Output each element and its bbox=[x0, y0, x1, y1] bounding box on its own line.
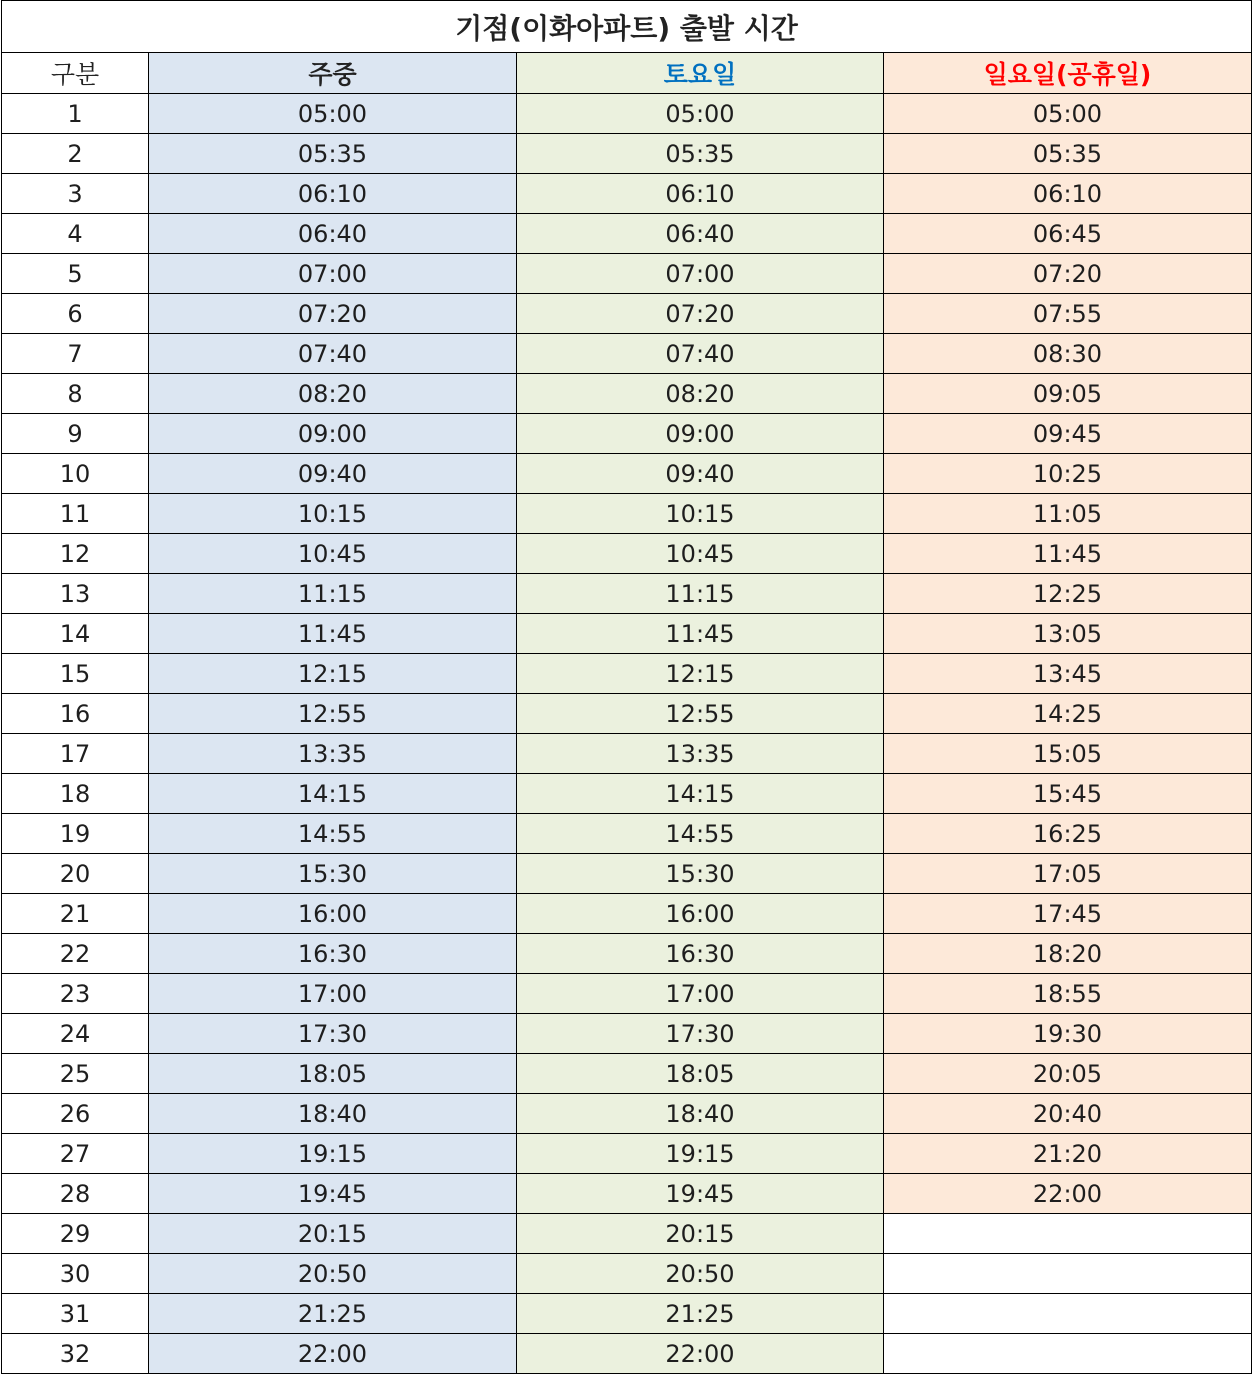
weekday-time-cell: 09:40 bbox=[149, 454, 517, 494]
table-row bbox=[2, 1134, 1252, 1174]
weekday-time-cell: 20:15 bbox=[149, 1214, 517, 1254]
saturday-time-cell: 07:20 bbox=[517, 294, 884, 334]
weekday-time-cell: 18:05 bbox=[149, 1054, 517, 1094]
header-weekday: 주중 bbox=[149, 53, 517, 94]
row-number-cell: 20 bbox=[2, 854, 149, 894]
row-number-cell: 14 bbox=[2, 614, 149, 654]
sunday-time-cell: 20:05 bbox=[884, 1054, 1252, 1094]
sunday-time-cell: 07:55 bbox=[884, 294, 1252, 334]
sunday-time-cell: 17:05 bbox=[884, 854, 1252, 894]
table-row bbox=[2, 254, 1252, 294]
saturday-time-cell: 12:15 bbox=[517, 654, 884, 694]
weekday-time-cell: 09:00 bbox=[149, 414, 517, 454]
row-number-cell: 3 bbox=[2, 174, 149, 214]
table-row bbox=[2, 614, 1252, 654]
table-row bbox=[2, 1214, 1252, 1254]
saturday-time-cell: 06:40 bbox=[517, 214, 884, 254]
table-row bbox=[2, 214, 1252, 254]
saturday-time-cell: 05:35 bbox=[517, 134, 884, 174]
sunday-time-cell: 20:40 bbox=[884, 1094, 1252, 1134]
weekday-time-cell: 16:00 bbox=[149, 894, 517, 934]
sunday-time-cell bbox=[884, 1254, 1252, 1294]
table-row bbox=[2, 1014, 1252, 1054]
sunday-time-cell: 22:00 bbox=[884, 1174, 1252, 1214]
weekday-time-cell: 17:30 bbox=[149, 1014, 517, 1054]
sunday-time-cell: 18:20 bbox=[884, 934, 1252, 974]
table-row bbox=[2, 334, 1252, 374]
row-number-cell: 15 bbox=[2, 654, 149, 694]
weekday-time-cell: 07:40 bbox=[149, 334, 517, 374]
row-number-cell: 31 bbox=[2, 1294, 149, 1334]
weekday-time-cell: 13:35 bbox=[149, 734, 517, 774]
weekday-time-cell: 06:40 bbox=[149, 214, 517, 254]
weekday-time-cell: 10:45 bbox=[149, 534, 517, 574]
row-number-cell: 11 bbox=[2, 494, 149, 534]
table-row bbox=[2, 374, 1252, 414]
weekday-time-cell: 06:10 bbox=[149, 174, 517, 214]
row-number-cell: 6 bbox=[2, 294, 149, 334]
table-row bbox=[2, 974, 1252, 1014]
header-saturday: 토요일 bbox=[517, 53, 884, 94]
sunday-time-cell: 05:35 bbox=[884, 134, 1252, 174]
table-row bbox=[2, 534, 1252, 574]
saturday-time-cell: 21:25 bbox=[517, 1294, 884, 1334]
table-row bbox=[2, 294, 1252, 334]
row-number-cell: 22 bbox=[2, 934, 149, 974]
weekday-time-cell: 14:55 bbox=[149, 814, 517, 854]
weekday-time-cell: 12:15 bbox=[149, 654, 517, 694]
weekday-time-cell: 07:20 bbox=[149, 294, 517, 334]
row-number-cell: 10 bbox=[2, 454, 149, 494]
table-row bbox=[2, 94, 1252, 134]
row-number-cell: 25 bbox=[2, 1054, 149, 1094]
table-row bbox=[2, 734, 1252, 774]
saturday-time-cell: 09:40 bbox=[517, 454, 884, 494]
saturday-time-cell: 17:00 bbox=[517, 974, 884, 1014]
saturday-time-cell: 09:00 bbox=[517, 414, 884, 454]
saturday-time-cell: 20:50 bbox=[517, 1254, 884, 1294]
sunday-time-cell: 18:55 bbox=[884, 974, 1252, 1014]
saturday-time-cell: 14:55 bbox=[517, 814, 884, 854]
row-number-cell: 19 bbox=[2, 814, 149, 854]
sunday-time-cell: 17:45 bbox=[884, 894, 1252, 934]
sunday-time-cell: 07:20 bbox=[884, 254, 1252, 294]
row-number-cell: 18 bbox=[2, 774, 149, 814]
saturday-time-cell: 10:45 bbox=[517, 534, 884, 574]
table-row bbox=[2, 854, 1252, 894]
weekday-time-cell: 10:15 bbox=[149, 494, 517, 534]
sunday-time-cell: 06:45 bbox=[884, 214, 1252, 254]
sunday-time-cell: 16:25 bbox=[884, 814, 1252, 854]
table-row bbox=[2, 1054, 1252, 1094]
sunday-time-cell: 06:10 bbox=[884, 174, 1252, 214]
row-number-cell: 28 bbox=[2, 1174, 149, 1214]
saturday-time-cell: 07:40 bbox=[517, 334, 884, 374]
weekday-time-cell: 05:00 bbox=[149, 94, 517, 134]
table-row bbox=[2, 574, 1252, 614]
saturday-time-cell: 13:35 bbox=[517, 734, 884, 774]
weekday-time-cell: 19:45 bbox=[149, 1174, 517, 1214]
header-num: 구분 bbox=[2, 53, 149, 94]
weekday-time-cell: 14:15 bbox=[149, 774, 517, 814]
sunday-time-cell: 13:45 bbox=[884, 654, 1252, 694]
sunday-time-cell: 15:05 bbox=[884, 734, 1252, 774]
table-row bbox=[2, 134, 1252, 174]
saturday-time-cell: 22:00 bbox=[517, 1334, 884, 1374]
saturday-time-cell: 05:00 bbox=[517, 94, 884, 134]
table-title: 기점(이화아파트) 출발 시간 bbox=[2, 1, 1252, 53]
saturday-time-cell: 07:00 bbox=[517, 254, 884, 294]
row-number-cell: 27 bbox=[2, 1134, 149, 1174]
sunday-time-cell: 14:25 bbox=[884, 694, 1252, 734]
row-number-cell: 13 bbox=[2, 574, 149, 614]
table-row bbox=[2, 694, 1252, 734]
table-row bbox=[2, 1334, 1252, 1374]
table-row bbox=[2, 1094, 1252, 1134]
table-row bbox=[2, 934, 1252, 974]
table-row bbox=[2, 494, 1252, 534]
table-row bbox=[2, 654, 1252, 694]
weekday-time-cell: 16:30 bbox=[149, 934, 517, 974]
weekday-time-cell: 08:20 bbox=[149, 374, 517, 414]
row-number-cell: 17 bbox=[2, 734, 149, 774]
sunday-time-cell: 08:30 bbox=[884, 334, 1252, 374]
weekday-time-cell: 11:15 bbox=[149, 574, 517, 614]
saturday-time-cell: 08:20 bbox=[517, 374, 884, 414]
table-row bbox=[2, 454, 1252, 494]
table-row bbox=[2, 1294, 1252, 1334]
timetable bbox=[1, 0, 1252, 1374]
weekday-time-cell: 15:30 bbox=[149, 854, 517, 894]
sunday-time-cell bbox=[884, 1294, 1252, 1334]
table-row bbox=[2, 174, 1252, 214]
sunday-time-cell: 09:05 bbox=[884, 374, 1252, 414]
weekday-time-cell: 20:50 bbox=[149, 1254, 517, 1294]
saturday-time-cell: 16:30 bbox=[517, 934, 884, 974]
weekday-time-cell: 12:55 bbox=[149, 694, 517, 734]
saturday-time-cell: 11:15 bbox=[517, 574, 884, 614]
table-row bbox=[2, 1174, 1252, 1214]
weekday-time-cell: 17:00 bbox=[149, 974, 517, 1014]
sunday-time-cell bbox=[884, 1214, 1252, 1254]
header-sunday: 일요일(공휴일) bbox=[884, 53, 1252, 94]
row-number-cell: 8 bbox=[2, 374, 149, 414]
title-row bbox=[2, 1, 1252, 53]
weekday-time-cell: 19:15 bbox=[149, 1134, 517, 1174]
weekday-time-cell: 21:25 bbox=[149, 1294, 517, 1334]
timetable-body bbox=[2, 94, 1252, 1374]
sunday-time-cell: 09:45 bbox=[884, 414, 1252, 454]
saturday-time-cell: 18:40 bbox=[517, 1094, 884, 1134]
weekday-time-cell: 11:45 bbox=[149, 614, 517, 654]
row-number-cell: 26 bbox=[2, 1094, 149, 1134]
row-number-cell: 21 bbox=[2, 894, 149, 934]
sunday-time-cell: 15:45 bbox=[884, 774, 1252, 814]
row-number-cell: 16 bbox=[2, 694, 149, 734]
saturday-time-cell: 06:10 bbox=[517, 174, 884, 214]
row-number-cell: 2 bbox=[2, 134, 149, 174]
saturday-time-cell: 10:15 bbox=[517, 494, 884, 534]
saturday-time-cell: 16:00 bbox=[517, 894, 884, 934]
saturday-time-cell: 18:05 bbox=[517, 1054, 884, 1094]
header-row bbox=[2, 53, 1252, 94]
row-number-cell: 29 bbox=[2, 1214, 149, 1254]
saturday-time-cell: 15:30 bbox=[517, 854, 884, 894]
sunday-time-cell: 11:45 bbox=[884, 534, 1252, 574]
weekday-time-cell: 18:40 bbox=[149, 1094, 517, 1134]
table-row bbox=[2, 814, 1252, 854]
saturday-time-cell: 17:30 bbox=[517, 1014, 884, 1054]
row-number-cell: 7 bbox=[2, 334, 149, 374]
sunday-time-cell bbox=[884, 1334, 1252, 1374]
table-row bbox=[2, 894, 1252, 934]
sunday-time-cell: 10:25 bbox=[884, 454, 1252, 494]
weekday-time-cell: 05:35 bbox=[149, 134, 517, 174]
sunday-time-cell: 19:30 bbox=[884, 1014, 1252, 1054]
saturday-time-cell: 12:55 bbox=[517, 694, 884, 734]
saturday-time-cell: 20:15 bbox=[517, 1214, 884, 1254]
sunday-time-cell: 05:00 bbox=[884, 94, 1252, 134]
sunday-time-cell: 13:05 bbox=[884, 614, 1252, 654]
table-row bbox=[2, 1254, 1252, 1294]
table-row bbox=[2, 414, 1252, 454]
table-row bbox=[2, 774, 1252, 814]
weekday-time-cell: 07:00 bbox=[149, 254, 517, 294]
row-number-cell: 4 bbox=[2, 214, 149, 254]
row-number-cell: 23 bbox=[2, 974, 149, 1014]
row-number-cell: 32 bbox=[2, 1334, 149, 1374]
saturday-time-cell: 19:15 bbox=[517, 1134, 884, 1174]
sunday-time-cell: 11:05 bbox=[884, 494, 1252, 534]
row-number-cell: 24 bbox=[2, 1014, 149, 1054]
row-number-cell: 9 bbox=[2, 414, 149, 454]
row-number-cell: 12 bbox=[2, 534, 149, 574]
saturday-time-cell: 11:45 bbox=[517, 614, 884, 654]
row-number-cell: 5 bbox=[2, 254, 149, 294]
weekday-time-cell: 22:00 bbox=[149, 1334, 517, 1374]
row-number-cell: 30 bbox=[2, 1254, 149, 1294]
row-number-cell: 1 bbox=[2, 94, 149, 134]
saturday-time-cell: 19:45 bbox=[517, 1174, 884, 1214]
sunday-time-cell: 21:20 bbox=[884, 1134, 1252, 1174]
sunday-time-cell: 12:25 bbox=[884, 574, 1252, 614]
saturday-time-cell: 14:15 bbox=[517, 774, 884, 814]
